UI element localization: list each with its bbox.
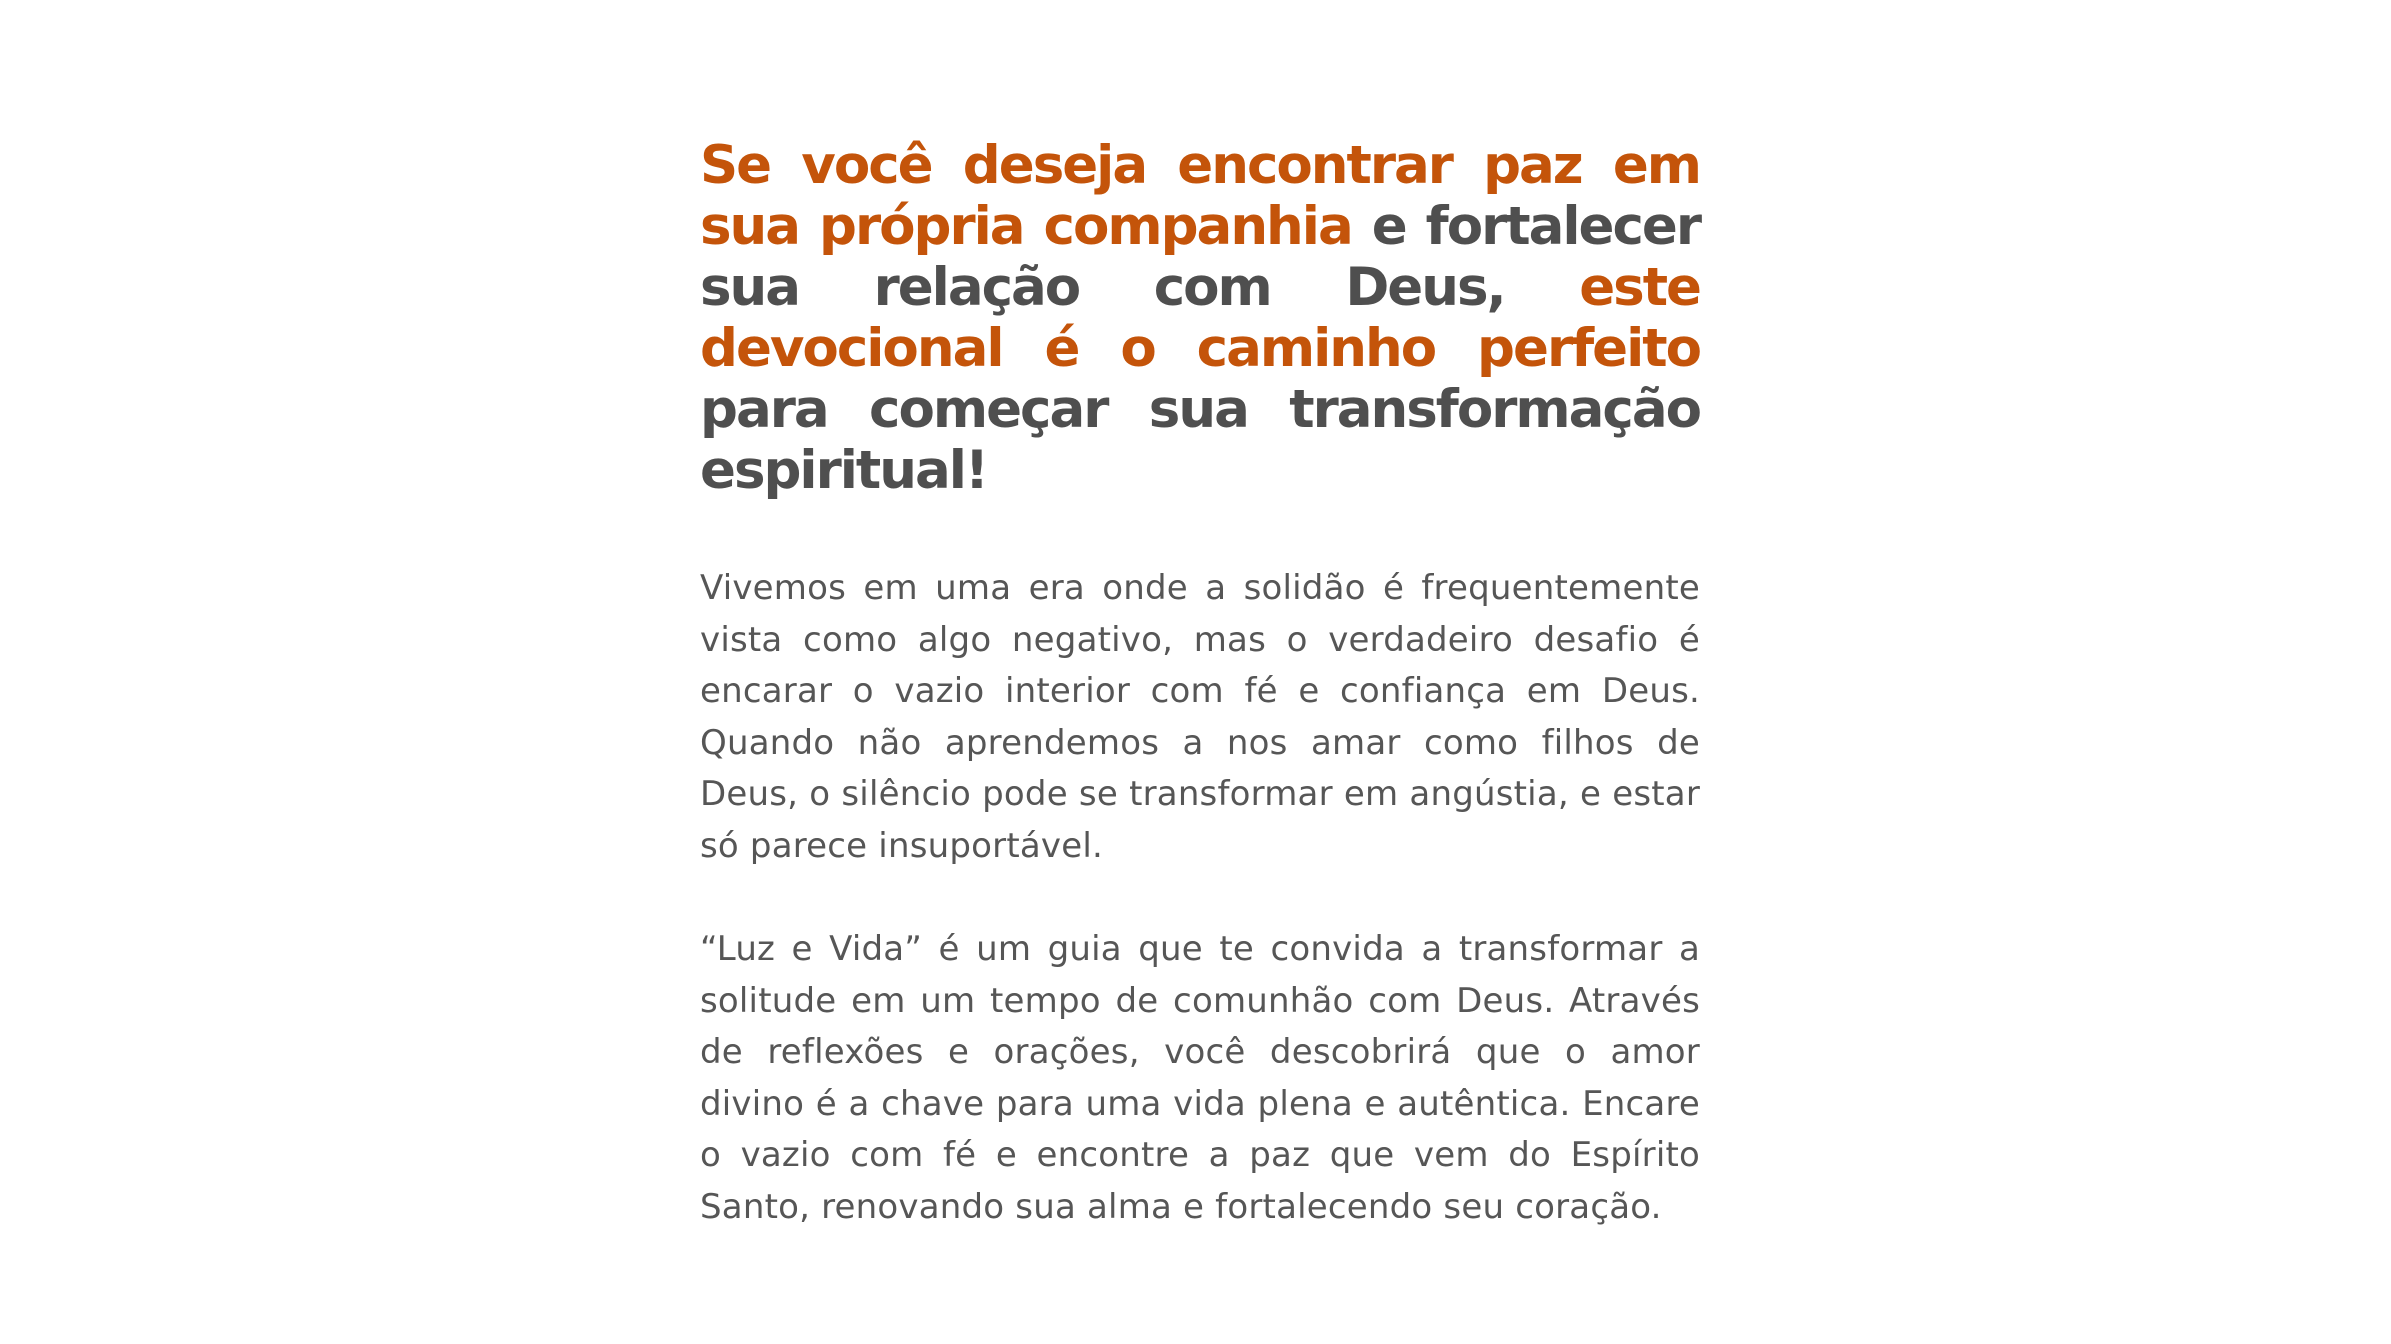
body-paragraph-1: Vivemos em uma era onde a solidão é frequentemente vista como algo negativo, mas o verdadeiro desafio é encarar o vazio interior com fé e confiança em Deus. Quando não aprendemos a nos amar como filhos de Deus, o silêncio pode se transformar em angústia, e estar só parece insuportável.: [700, 568, 1700, 866]
body-paragraph-2: “Luz e Vida” é um guia que te convida a transformar a solitude em um tempo de comunhão com Deus. Através de reflexões e orações, você descobrirá que o amor divino é a chave para uma vida plena e autêntica. Encare o vazio com fé e encontre a paz que vem do Espírito Santo, renovando sua alma e fortalecendo seu coração.: [700, 929, 1700, 1227]
headline-accent-1: Se você deseja encontrar paz em sua própria companhia: [700, 135, 1700, 257]
devotional-intro: [700, 135, 1700, 1233]
headline-text-2: para começar sua transformação espiritual!: [700, 379, 1700, 501]
headline-text-1: e fortalecer sua relação com Deus,: [700, 196, 1701, 318]
headline: [700, 135, 1700, 501]
headline-accent-2: este devocional é o caminho perfeito: [700, 257, 1700, 379]
